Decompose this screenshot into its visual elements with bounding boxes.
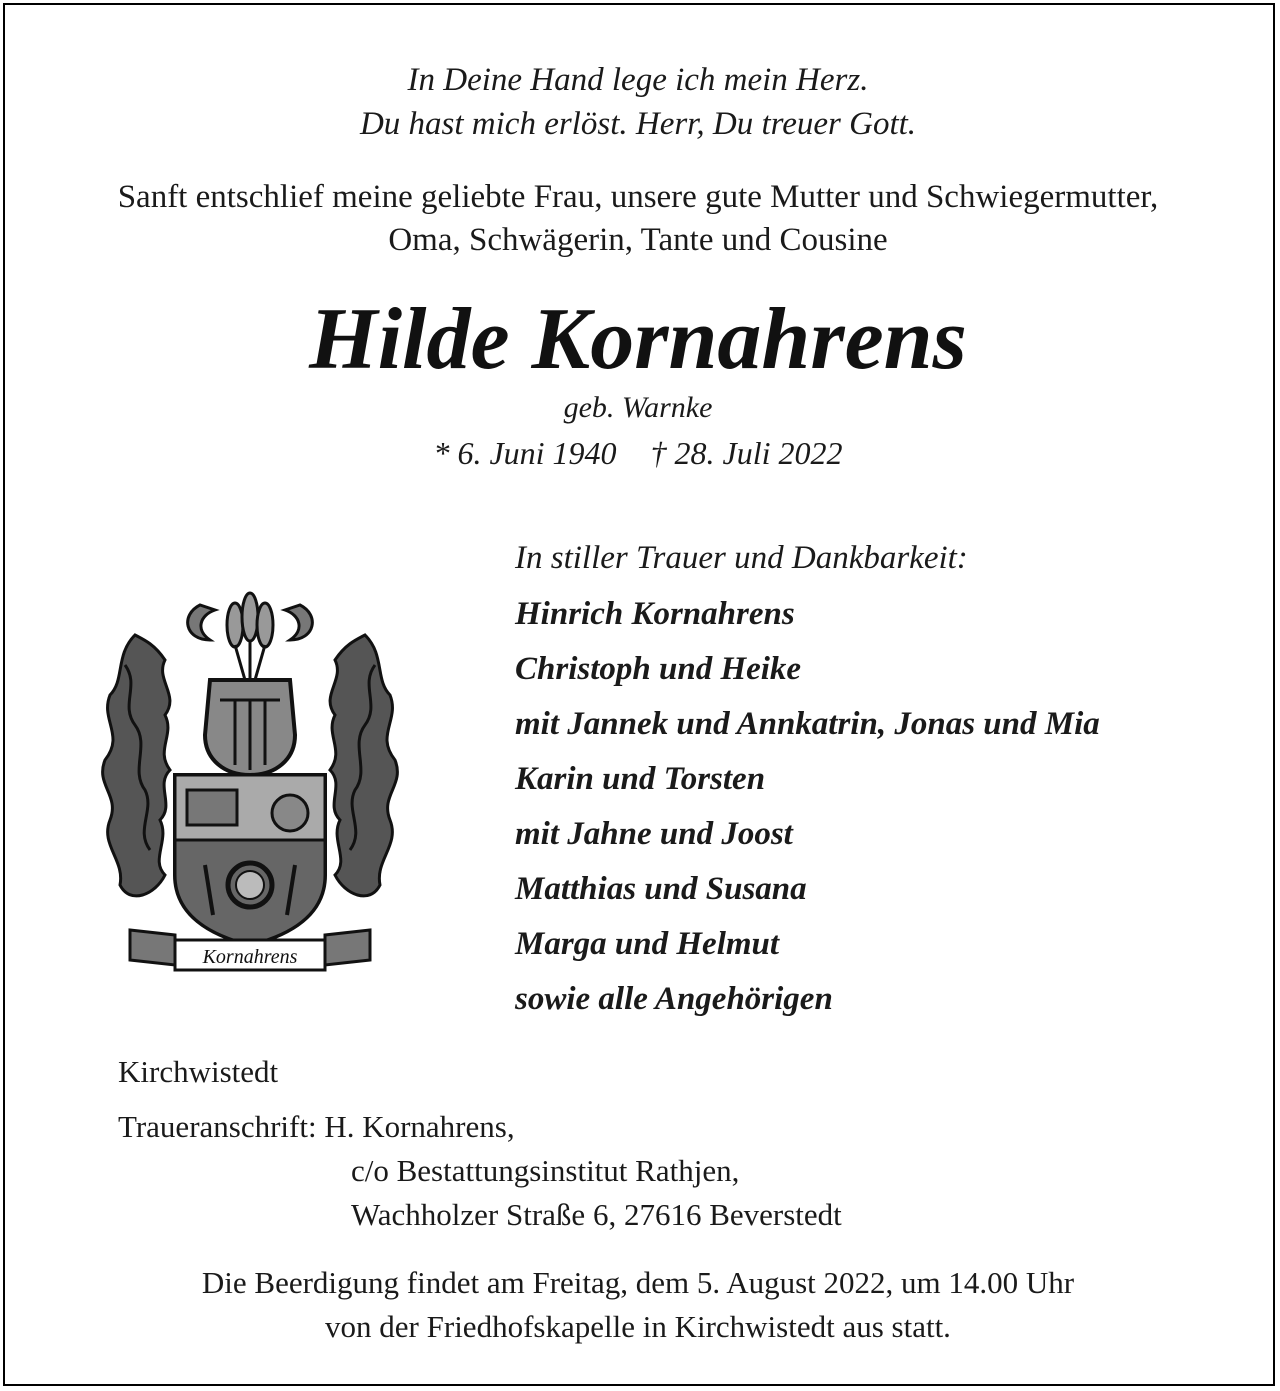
mourner-name: Karin und Torsten bbox=[515, 761, 766, 797]
bible-verse bbox=[0, 58, 1276, 146]
deceased-name: Hilde Kornahrens bbox=[309, 291, 967, 388]
mourner-name: sowie alle Angehörigen bbox=[515, 981, 833, 1017]
mourner-name: Matthias und Susana bbox=[515, 871, 807, 907]
verse-line-2: Du hast mich erlöst. Herr, Du treuer Gott. bbox=[359, 106, 917, 142]
place: Kirchwistedt bbox=[118, 1054, 279, 1089]
mourner-name: Christoph und Heike bbox=[515, 651, 802, 687]
intro-line-1: Sanft entschlief meine geliebte Frau, unsere gute Mutter und Schwiegermutter, bbox=[117, 179, 1159, 215]
verse-line-1: In Deine Hand lege ich mein Herz. bbox=[407, 62, 869, 98]
family-crest-icon bbox=[95, 585, 405, 985]
mourners-list bbox=[515, 589, 1100, 1029]
funeral-notice bbox=[0, 1261, 1276, 1349]
intro-text bbox=[0, 176, 1276, 262]
birth-date: * 6. Juni 1940 bbox=[433, 435, 617, 471]
address-line-2: c/o Bestattungsinstitut Rathjen, bbox=[351, 1153, 740, 1188]
birth-name: geb. Warnke bbox=[563, 391, 713, 424]
address-line-1: Traueranschrift: H. Kornahrens, bbox=[118, 1109, 515, 1144]
funeral-line-1: Die Beerdigung findet am Freitag, dem 5. August 2022, um 14.00 Uhr bbox=[201, 1265, 1075, 1300]
mourner-name: Hinrich Kornahrens bbox=[515, 596, 795, 632]
mourner-name: mit Jahne und Joost bbox=[515, 816, 793, 852]
crest-banner-text: Kornahrens bbox=[202, 946, 298, 968]
mourner-name: mit Jannek und Annkatrin, Jonas und Mia bbox=[515, 706, 1100, 742]
intro-line-2: Oma, Schwägerin, Tante und Cousine bbox=[388, 222, 888, 258]
mourner-name: Marga und Helmut bbox=[515, 926, 780, 962]
funeral-line-2: von der Friedhofskapelle in Kirchwistedt aus statt. bbox=[325, 1309, 951, 1344]
mourners-heading: In stiller Trauer und Dankbarkeit: bbox=[515, 540, 968, 576]
address-line-3: Wachholzer Straße 6, 27616 Beverstedt bbox=[351, 1197, 842, 1232]
mourning-address bbox=[118, 1105, 842, 1237]
death-date: † 28. Juli 2022 bbox=[650, 435, 843, 471]
life-dates bbox=[0, 433, 1276, 473]
